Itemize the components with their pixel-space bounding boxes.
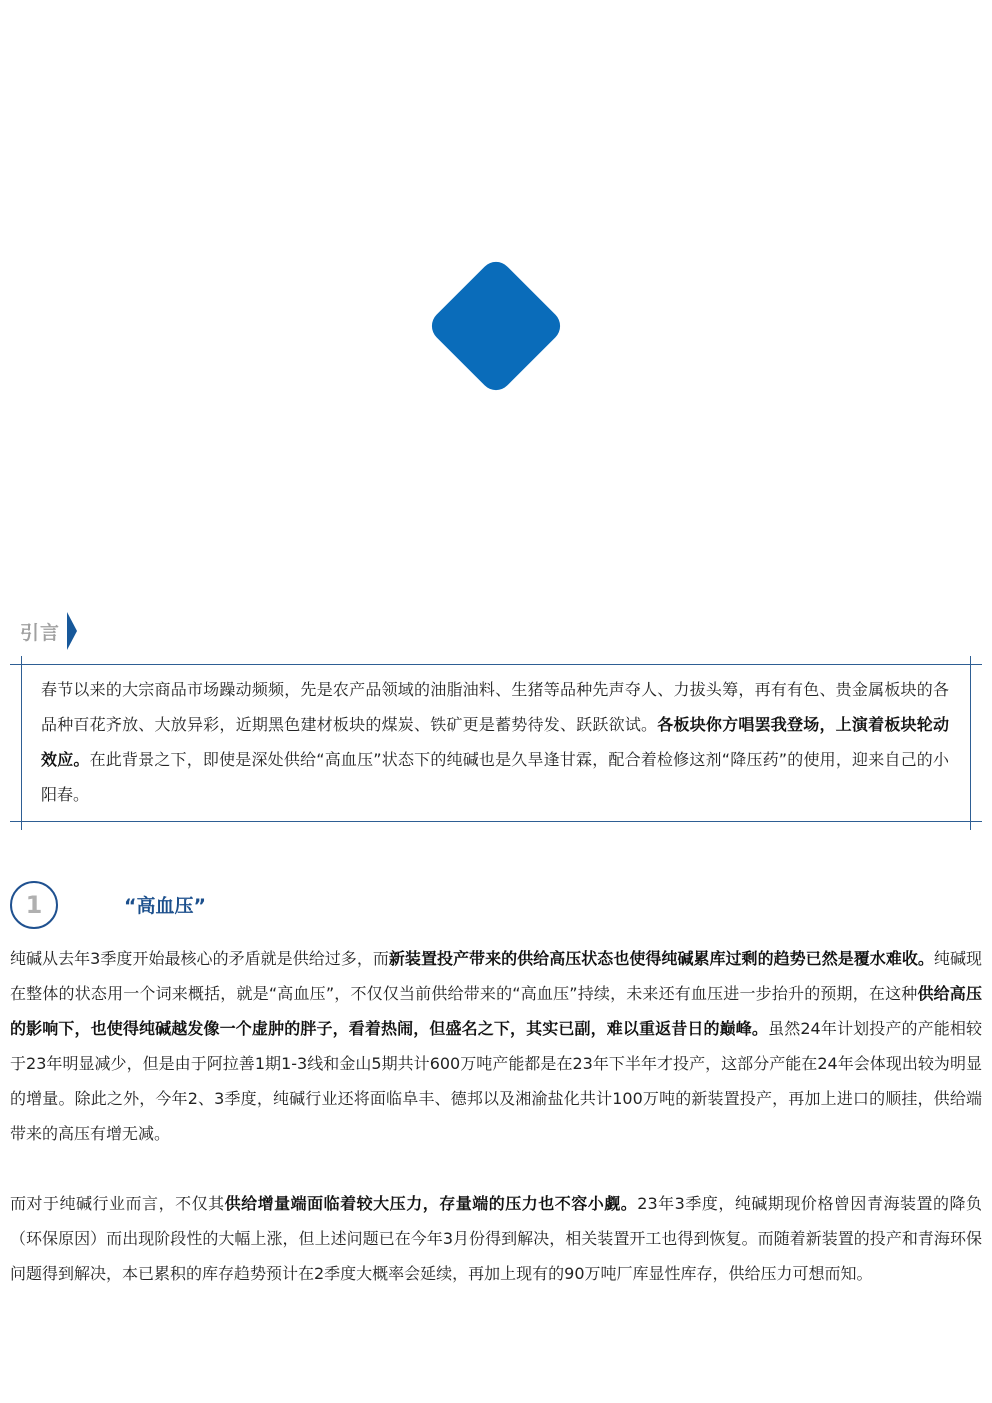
frame-bottom-line (10, 821, 982, 822)
frame-left-line (21, 656, 22, 830)
intro-section-tag (20, 612, 77, 650)
intro-label: 引言 (20, 621, 61, 644)
frame-top-line (10, 664, 982, 665)
frame-right-line (970, 656, 971, 830)
diamond-logo-icon (425, 255, 566, 396)
intro-paragraph: 春节以来的大宗商品市场躁动频频，先是农产品领域的油脂油料、生猪等品种先声夺人、力拔头筹，再有有色、贵金属板块的各品种百花齐放、大放异彩，近期黑色建材板块的煤炭、铁矿更是蓄势待发、跃跃欲试。各板块你方唱罢我登场，上演着板块轮动效应。在此背景之下，即使是深处供给“高血压”状态下的纯碱也是久旱逢甘霖，配合着检修这剂“降压药”的使用，迎来自己的小阳春。 (41, 680, 949, 804)
intro-frame (10, 656, 982, 830)
body-paragraph-1: 纯碱从去年3季度开始最核心的矛盾就是供给过多，而新装置投产带来的供给高压状态也使得纯碱累库过剩的趋势已然是覆水难收。纯碱现在整体的状态用一个词来概括，就是“高血压”，不仅仅当前供给带来的“高血压”持续，未来还有血压进一步抬升的预期，在这种供给高压的影响下，也使得纯碱越发像一个虚肿的胖子，看着热闹，但盛名之下，其实已副，难以重返昔日的巅峰。虽然24年计划投产的产能相较于23年明显减少，但是由于阿拉善1期1-3线和金山5期共计600万吨产能都是在23年下半年才投产，这部分产能在24年会体现出较为明显的增量。除此之外，今年2、3季度，纯碱行业还将面临阜丰、德邦以及湘渝盐化共计100万吨的新装置投产，再加上进口的顺挂，供给端带来的高压有增无减。 (10, 949, 982, 1143)
section-title: “高血压” (124, 895, 206, 917)
arrow-right-icon (67, 612, 77, 650)
body-paragraph-2: 而对于纯碱行业而言，不仅其供给增量端面临着较大压力，存量端的压力也不容小觑。23年3季度，纯碱期现价格曾因青海装置的降负（环保原因）而出现阶段性的大幅上涨，但上述问题已在今年3月份得到解决，相关装置开工也得到恢复。而随着新装置的投产和青海环保问题得到解决，本已累积的库存趋势预计在2季度大概率会延续，再加上现有的90万吨厂库显性库存，供给压力可想而知。 (10, 1194, 982, 1283)
section-number-badge: 1 (10, 881, 58, 929)
